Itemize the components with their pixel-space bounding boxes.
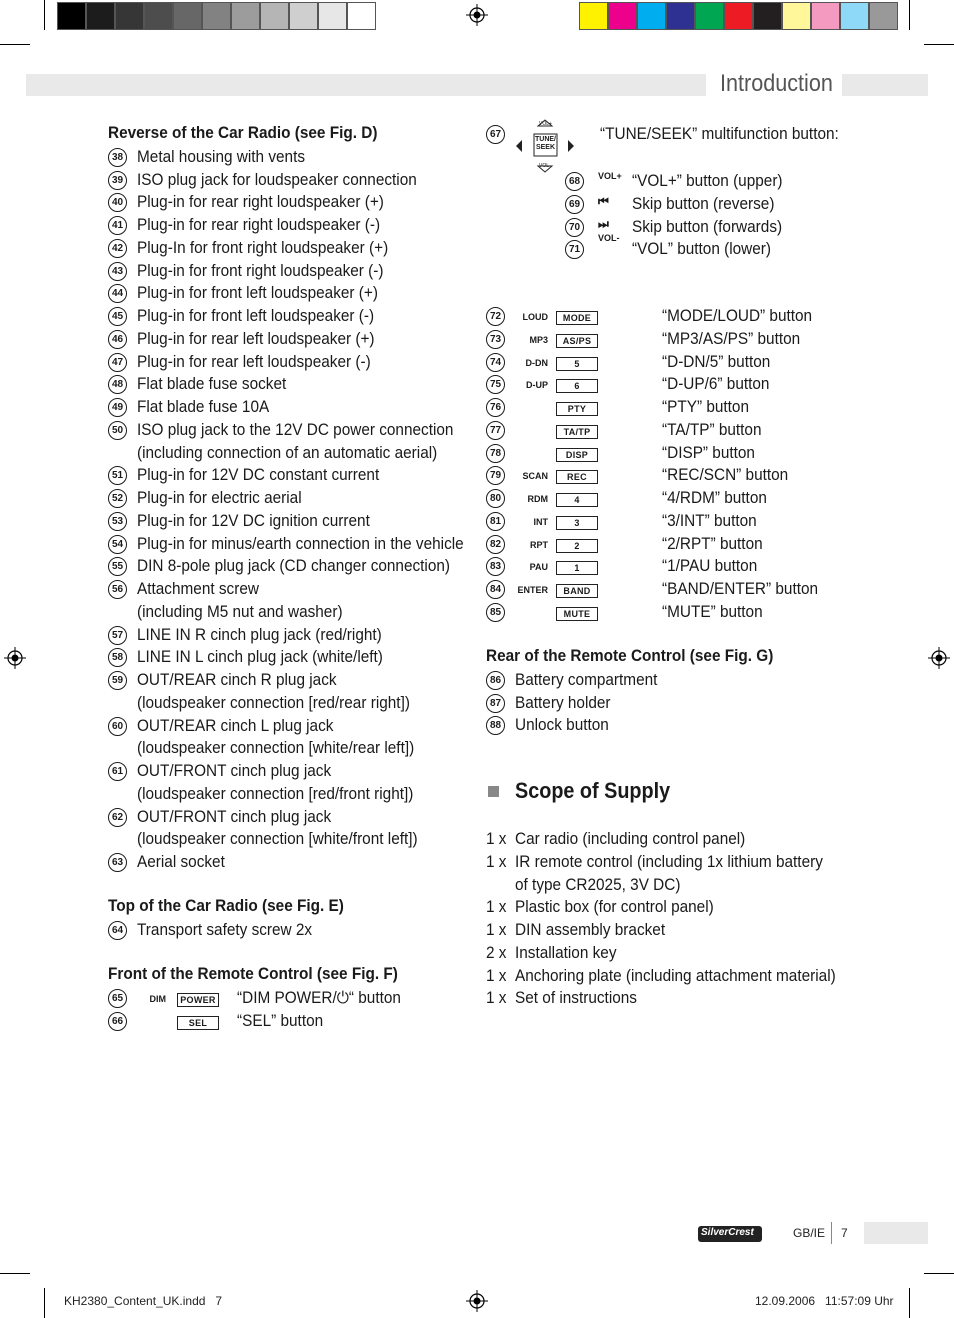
remote-button-graphic: 5: [556, 357, 598, 371]
list-item-text: Plug-in for rear left loudspeaker (-): [137, 352, 371, 371]
list-item-text: Plug-in for front right loudspeaker (-): [137, 261, 384, 280]
list-item-text: “MUTE” button: [662, 602, 763, 621]
remote-button-graphic: MODE: [556, 311, 598, 325]
list-item-text: Plug-in for electric aerial: [137, 489, 302, 507]
tune-seek-center-label: TUNE/ SEEK: [535, 136, 556, 151]
item-number: 39: [108, 171, 127, 190]
list-item-text-cont: (including connection of an automatic aerial): [137, 443, 438, 462]
list-item-text: “VOL” button (lower): [632, 240, 772, 259]
footer-divider: [831, 1222, 832, 1244]
item-number: 60: [108, 717, 127, 736]
crop-mark: [0, 1273, 30, 1274]
quantity-label: 2 x: [486, 943, 507, 962]
gray-swatch: [115, 2, 144, 30]
list-item-text: LINE IN L cinch plug jack (white/left): [137, 648, 383, 667]
button-side-label: ENTER: [517, 585, 548, 595]
button-side-label: RPT: [530, 539, 548, 550]
list-item-text: Skip button (reverse): [632, 194, 775, 213]
quantity-label: 1 x: [486, 921, 507, 939]
list-item-text: Aerial socket: [137, 853, 225, 871]
crop-mark: [44, 0, 45, 30]
registration-mark-icon: [928, 647, 950, 669]
item-number: 62: [108, 808, 127, 827]
remote-button-graphic: PTY: [556, 402, 598, 416]
list-item-text: IR remote control (including 1x lithium battery: [515, 852, 823, 871]
item-number: 72: [486, 307, 505, 326]
list-item-text-cont: (loudspeaker connection [white/front left]): [137, 830, 418, 849]
list-item-text-cont: of type CR2025, 3V DC): [515, 875, 681, 894]
scope-bullet-icon: [488, 786, 499, 797]
color-swatch: [608, 2, 637, 30]
item-number: 44: [108, 284, 127, 303]
list-item-text-cont: (loudspeaker connection [red/rear right]): [137, 693, 410, 712]
item-number: 82: [486, 535, 505, 554]
list-item-text: “TA/TP” button: [662, 420, 762, 439]
remote-button-graphic: MUTE: [556, 607, 598, 621]
item-number: 71: [565, 240, 584, 259]
remote-button-graphic: 1: [556, 561, 598, 575]
gray-swatch: [86, 2, 115, 30]
color-swatch: [840, 2, 869, 30]
item-number: 56: [108, 580, 127, 599]
list-item-text: Set of instructions: [515, 989, 637, 1008]
list-item-text: Plug-in for rear right loudspeaker (+): [137, 193, 384, 212]
header-band: [26, 74, 706, 96]
list-item-text: OUT/REAR cinch L plug jack: [137, 716, 334, 735]
list-item-text: DIN assembly bracket: [515, 921, 666, 939]
tune-item-icon: VOL-: [598, 233, 620, 244]
section-heading-rear: Rear of the Remote Control (see Fig. G): [486, 647, 774, 665]
item-number: 87: [486, 694, 505, 713]
list-item-text: Flat blade fuse socket: [137, 375, 287, 394]
list-item-text: “D-UP/6” button: [662, 375, 770, 394]
item-number: 55: [108, 557, 127, 576]
list-item-text: Plug-in for rear right loudspeaker (-): [137, 216, 381, 234]
list-item-text: Car radio (including control panel): [515, 830, 746, 848]
color-swatch: [753, 2, 782, 30]
quantity-label: 1 x: [486, 852, 507, 871]
vol-minus-small-label: VOL-: [539, 163, 551, 169]
brand-logo-text: SilverCrest: [701, 1227, 754, 1238]
registration-mark-icon: [466, 4, 488, 26]
gray-swatch: [173, 2, 202, 30]
color-swatch: [811, 2, 840, 30]
item-number: 79: [486, 466, 505, 485]
remote-button-graphic: 6: [556, 379, 598, 393]
list-item-text-cont: (loudspeaker connection [red/front right]): [137, 784, 414, 803]
item-number: 51: [108, 466, 127, 485]
item-number: 69: [565, 195, 584, 214]
list-item-text: Plastic box (for control panel): [515, 898, 714, 917]
button-side-label: MP3: [529, 334, 548, 345]
file-slug: KH2380_Content_UK.indd 7: [64, 1294, 223, 1308]
item-number: 57: [108, 626, 127, 645]
remote-button-graphic: 4: [556, 493, 598, 507]
list-item-text: LINE IN R cinch plug jack (red/right): [137, 625, 382, 644]
item-number: 42: [108, 239, 127, 258]
item-number: 66: [108, 1012, 127, 1031]
item-number: 53: [108, 512, 127, 531]
registration-mark-icon: [466, 1290, 488, 1312]
item-number: 84: [486, 580, 505, 599]
quantity-label: 1 x: [486, 830, 507, 848]
list-item-text: “MP3/AS/PS” button: [662, 329, 801, 348]
list-item-text: “REC/SCN” button: [662, 466, 789, 485]
list-item-text: “2/RPT” button: [662, 534, 763, 553]
brand-logo: [698, 1226, 762, 1242]
list-item-text: OUT/REAR cinch R plug jack: [137, 671, 337, 689]
item-number: 59: [108, 671, 127, 690]
vol-plus-small-label: VOL+: [539, 121, 552, 127]
section-heading-scope: Scope of Supply: [515, 778, 671, 803]
list-item-text: Battery holder: [515, 693, 611, 712]
page-number: 7: [841, 1226, 848, 1240]
remote-button-graphic: DISP: [556, 448, 598, 462]
button-side-label: PAU: [529, 562, 548, 573]
gray-swatch: [144, 2, 173, 30]
crop-mark: [909, 1288, 910, 1318]
button-side-label: INT: [533, 516, 548, 527]
list-item-text: OUT/FRONT cinch plug jack: [137, 762, 332, 780]
list-item-text: “1/PAU button: [662, 557, 758, 576]
item-number: 61: [108, 762, 127, 781]
list-item-text: DIN 8-pole plug jack (CD changer connection): [137, 557, 451, 576]
remote-button-graphic: AS/PS: [556, 334, 598, 348]
list-item-text: Metal housing with vents: [137, 147, 306, 166]
list-item-text: “D-DN/5” button: [662, 352, 771, 371]
item-number: 74: [486, 353, 505, 372]
list-item-text: Plug-in for 12V DC constant current: [137, 466, 380, 485]
list-item-text: Attachment screw: [137, 580, 259, 598]
locale-label: GB/IE: [793, 1226, 826, 1240]
list-item-text: “3/INT” button: [662, 511, 757, 530]
list-item-text: Plug-in for 12V DC ignition current: [137, 511, 370, 530]
color-swatch: [579, 2, 608, 30]
item-number: 75: [486, 375, 505, 394]
print-date: 12.09.2006 11:57:09 Uhr: [755, 1294, 894, 1308]
crop-mark: [0, 44, 30, 45]
gray-swatch: [260, 2, 289, 30]
item-number: 49: [108, 398, 127, 417]
item-number: 81: [486, 512, 505, 531]
item-number: 52: [108, 489, 127, 508]
button-side-label: D-UP: [526, 380, 548, 391]
crop-mark: [924, 44, 954, 45]
list-item-text: “PTY” button: [662, 398, 749, 416]
list-item-text: “BAND/ENTER” button: [662, 580, 819, 598]
button-side-label: SCAN: [522, 471, 548, 482]
quantity-label: 1 x: [486, 966, 507, 985]
item-number: 40: [108, 193, 127, 212]
list-item-text: “VOL+” button (upper): [632, 172, 783, 190]
registration-mark-icon: [4, 647, 26, 669]
item-number: 65: [108, 989, 127, 1008]
page-title: Introduction: [720, 70, 833, 97]
footer-band: [864, 1222, 928, 1244]
color-swatch: [724, 2, 753, 30]
item-number: 63: [108, 853, 127, 872]
item-number: 76: [486, 398, 505, 417]
item-number: 88: [486, 716, 505, 735]
list-item-text: “TUNE/SEEK” multifunction button:: [600, 125, 839, 143]
list-item-text: Skip button (forwards): [632, 217, 783, 236]
gray-swatch: [289, 2, 318, 30]
button-side-label: LOUD: [522, 312, 548, 322]
item-number: 46: [108, 330, 127, 349]
button-side-label: RDM: [527, 494, 548, 504]
remote-button-graphic: SEL: [177, 1016, 219, 1030]
quantity-label: 1 x: [486, 989, 507, 1008]
gray-swatch: [318, 2, 347, 30]
list-item-text: “DISP” button: [662, 443, 755, 462]
item-number: 77: [486, 421, 505, 440]
item-number: 67: [486, 125, 505, 144]
list-item-text: Installation key: [515, 943, 617, 962]
gray-swatch: [57, 2, 86, 30]
item-number: 43: [108, 262, 127, 281]
gray-swatch: [202, 2, 231, 30]
remote-button-graphic: POWER: [177, 993, 219, 1007]
gray-swatch: [231, 2, 260, 30]
list-item-text: “SEL” button: [237, 1011, 324, 1030]
item-number: 70: [565, 218, 584, 237]
remote-button-graphic: REC: [556, 470, 598, 484]
color-swatch: [666, 2, 695, 30]
section-heading-top: Top of the Car Radio (see Fig. E): [108, 897, 344, 915]
list-item-text: Battery compartment: [515, 670, 658, 689]
list-item-text: ISO plug jack for loudspeaker connection: [137, 170, 417, 189]
quantity-label: 1 x: [486, 898, 507, 917]
list-item-text: “MODE/LOUD” button: [662, 307, 813, 325]
item-number: 86: [486, 671, 505, 690]
remote-button-graphic: 3: [556, 516, 598, 530]
header-band-end: [842, 74, 928, 96]
list-item-text: OUT/FRONT cinch plug jack: [137, 807, 332, 826]
list-item-text: “4/RDM” button: [662, 489, 767, 507]
tune-item-icon: VOL+: [598, 171, 622, 181]
list-item-text: Plug-in for front left loudspeaker (+): [137, 284, 378, 303]
section-heading-front: Front of the Remote Control (see Fig. F): [108, 965, 398, 983]
crop-mark: [924, 1273, 954, 1274]
color-swatch: [869, 2, 898, 30]
item-number: 85: [486, 603, 505, 622]
section-heading-reverse: Reverse of the Car Radio (see Fig. D): [108, 124, 378, 142]
item-number: 50: [108, 421, 127, 440]
list-item-text: Flat blade fuse 10A: [137, 398, 270, 416]
item-number: 45: [108, 307, 127, 326]
list-item-text-cont: (loudspeaker connection [white/rear left]): [137, 739, 415, 758]
gray-swatch: [347, 2, 376, 30]
button-side-label: DIM: [149, 993, 166, 1004]
color-swatch: [695, 2, 724, 30]
item-number: 47: [108, 353, 127, 372]
item-number: 58: [108, 648, 127, 667]
list-item-text: Plug-in for front left loudspeaker (-): [137, 307, 375, 325]
button-side-label: D-DN: [525, 357, 548, 368]
crop-mark: [44, 1288, 45, 1318]
item-number: 73: [486, 330, 505, 349]
remote-button-graphic: TA/TP: [556, 425, 598, 439]
list-item-text: Anchoring plate (including attachment material): [515, 966, 836, 985]
list-item-text: Unlock button: [515, 716, 609, 735]
list-item-text: Plug-in for minus/earth connection in the vehicle: [137, 534, 464, 553]
item-number: 54: [108, 535, 127, 554]
remote-button-graphic: BAND: [556, 584, 598, 598]
item-number: 78: [486, 444, 505, 463]
list-item-text: Plug-In for front right loudspeaker (+): [137, 238, 389, 257]
list-item-text: ISO plug jack to the 12V DC power connection: [137, 420, 454, 439]
color-swatch: [637, 2, 666, 30]
list-item-text-cont: (including M5 nut and washer): [137, 602, 343, 621]
list-item-text: Plug-in for rear left loudspeaker (+): [137, 329, 375, 348]
tune-item-icon: ⏮: [598, 193, 609, 208]
item-number: 48: [108, 375, 127, 394]
tune-item-icon: ⏭: [598, 216, 609, 231]
item-number: 68: [565, 172, 584, 191]
remote-button-graphic: 2: [556, 539, 598, 553]
list-item-text: Transport safety screw 2x: [137, 920, 313, 939]
crop-mark: [909, 0, 910, 30]
item-number: 38: [108, 148, 127, 167]
item-number: 80: [486, 489, 505, 508]
item-number: 64: [108, 921, 127, 940]
list-item-text: “DIM POWER/⏻“ button: [237, 988, 401, 1007]
item-number: 41: [108, 216, 127, 235]
color-swatch: [782, 2, 811, 30]
item-number: 83: [486, 557, 505, 576]
